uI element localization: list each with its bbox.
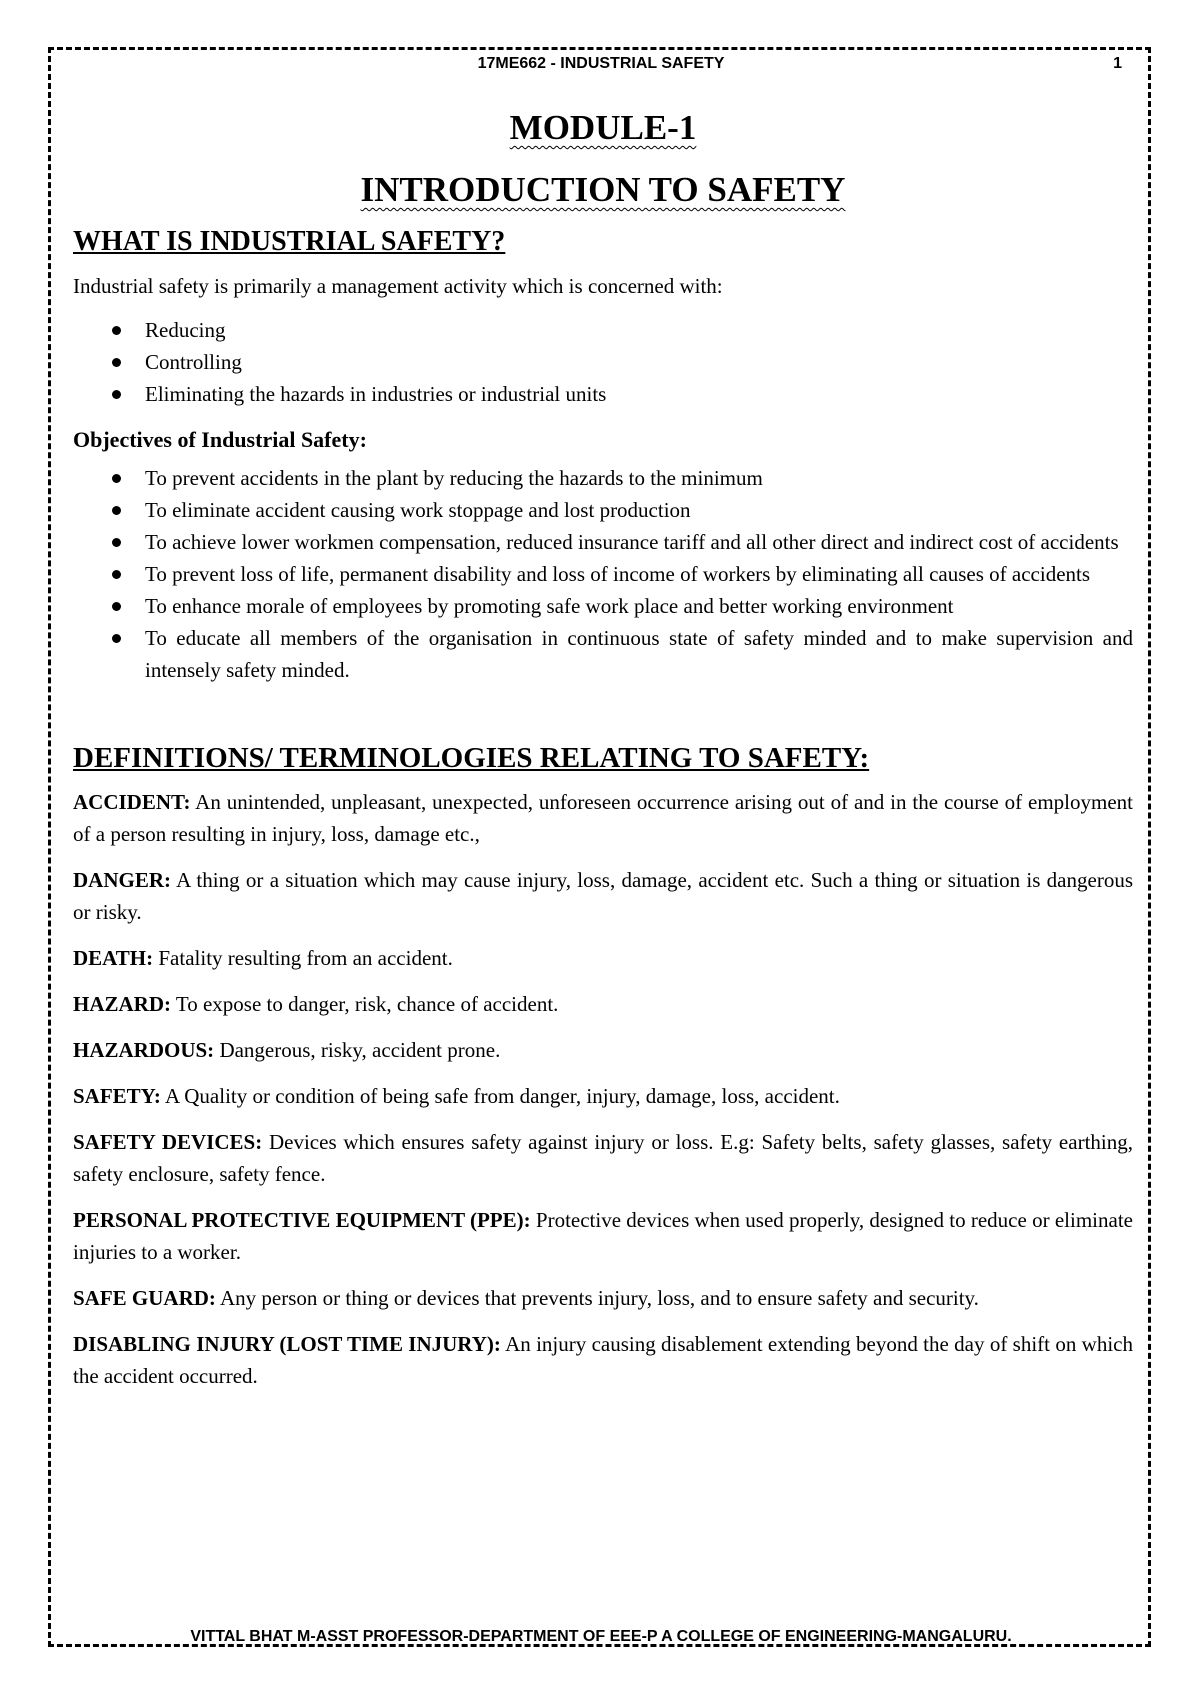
definition-text: A Quality or condition of being safe from danger, injury, damage, loss, accident. — [160, 1084, 840, 1108]
definition-term: DEATH: — [73, 946, 154, 970]
what-is-list — [73, 314, 1133, 410]
list-item: To prevent accidents in the plant by reducing the hazards to the minimum — [145, 462, 1133, 494]
definition-item — [73, 942, 1133, 974]
definition-text: An injury causing disablement extending beyond the day of shift on which the accident occurred. — [73, 1332, 1133, 1388]
page-number: 1 — [1113, 55, 1122, 72]
definition-term: PERSONAL PROTECTIVE EQUIPMENT (PPE): — [73, 1208, 531, 1232]
objectives-list — [73, 462, 1133, 686]
definition-term: SAFETY: — [73, 1084, 161, 1108]
definition-item — [73, 1126, 1133, 1190]
definition-term: DANGER: — [73, 868, 171, 892]
definition-text: Any person or thing or devices that prevents injury, loss, and to ensure safety and security. — [215, 1286, 979, 1310]
definition-item — [73, 1204, 1133, 1268]
list-item: To eliminate accident causing work stoppage and lost production — [145, 494, 1133, 526]
list-item: To enhance morale of employees by promoting safe work place and better working environment — [145, 590, 1133, 622]
definition-term: DISABLING INJURY (LOST TIME INJURY): — [73, 1332, 501, 1356]
list-item: Controlling — [145, 346, 1133, 378]
list-item: Reducing — [145, 314, 1133, 346]
list-item: To educate all members of the organisation in continuous state of safety minded and to make supervision and intensely safety minded. — [145, 622, 1133, 686]
list-item: Eliminating the hazards in industries or industrial units — [145, 378, 1133, 410]
definition-item — [73, 1328, 1133, 1392]
list-item: To prevent loss of life, permanent disability and loss of income of workers by eliminating all causes of accidents — [145, 558, 1133, 590]
definition-text: A thing or a situation which may cause injury, loss, damage, accident etc. Such a thing or situation is dangerous or risky. — [73, 868, 1133, 924]
definition-text: Devices which ensures safety against injury or loss. E.g: Safety belts, safety glasses, safety earthing, safety enclosure, safety fence. — [73, 1130, 1133, 1186]
definition-term: SAFETY DEVICES: — [73, 1130, 263, 1154]
definition-item — [73, 1034, 1133, 1066]
module-title: MODULE-1 — [509, 108, 697, 147]
definition-item — [73, 864, 1133, 928]
page-content — [73, 106, 1133, 1406]
intro-title: INTRODUCTION TO SAFETY — [360, 170, 846, 209]
definition-item — [73, 786, 1133, 850]
definition-term: SAFE GUARD: — [73, 1286, 216, 1310]
definition-term: HAZARDOUS: — [73, 1038, 215, 1062]
definition-text: To expose to danger, risk, chance of accident. — [171, 992, 559, 1016]
page-header — [52, 55, 1150, 79]
definition-term: HAZARD: — [73, 992, 171, 1016]
course-title: 17ME662 - INDUSTRIAL SAFETY — [477, 55, 725, 72]
what-is-intro: Industrial safety is primarily a management activity which is concerned with: — [73, 274, 723, 298]
what-is-heading: WHAT IS INDUSTRIAL SAFETY? — [73, 226, 506, 257]
definition-text: Dangerous, risky, accident prone. — [214, 1038, 501, 1062]
objectives-heading: Objectives of Industrial Safety: — [73, 427, 367, 452]
definition-text: An unintended, unpleasant, unexpected, unforeseen occurrence arising out of and in the course of employment of a person resulting in injury, loss, damage etc., — [73, 790, 1133, 846]
definition-text: Fatality resulting from an accident. — [153, 946, 453, 970]
definition-term: ACCIDENT: — [73, 790, 191, 814]
definition-item — [73, 1282, 1133, 1314]
list-item: To achieve lower workmen compensation, reduced insurance tariff and all other direct and indirect cost of accidents — [145, 526, 1133, 558]
definition-item — [73, 988, 1133, 1020]
definition-item — [73, 1080, 1133, 1112]
page-footer: VITTAL BHAT M-ASST PROFESSOR-DEPARTMENT OF EEE-P A COLLEGE OF ENGINEERING-MANGALURU. — [190, 1628, 1012, 1645]
definition-text: Protective devices when used properly, designed to reduce or eliminate injuries to a worker. — [73, 1208, 1133, 1264]
definitions-heading: DEFINITIONS/ TERMINOLOGIES RELATING TO SAFETY: — [73, 742, 870, 774]
